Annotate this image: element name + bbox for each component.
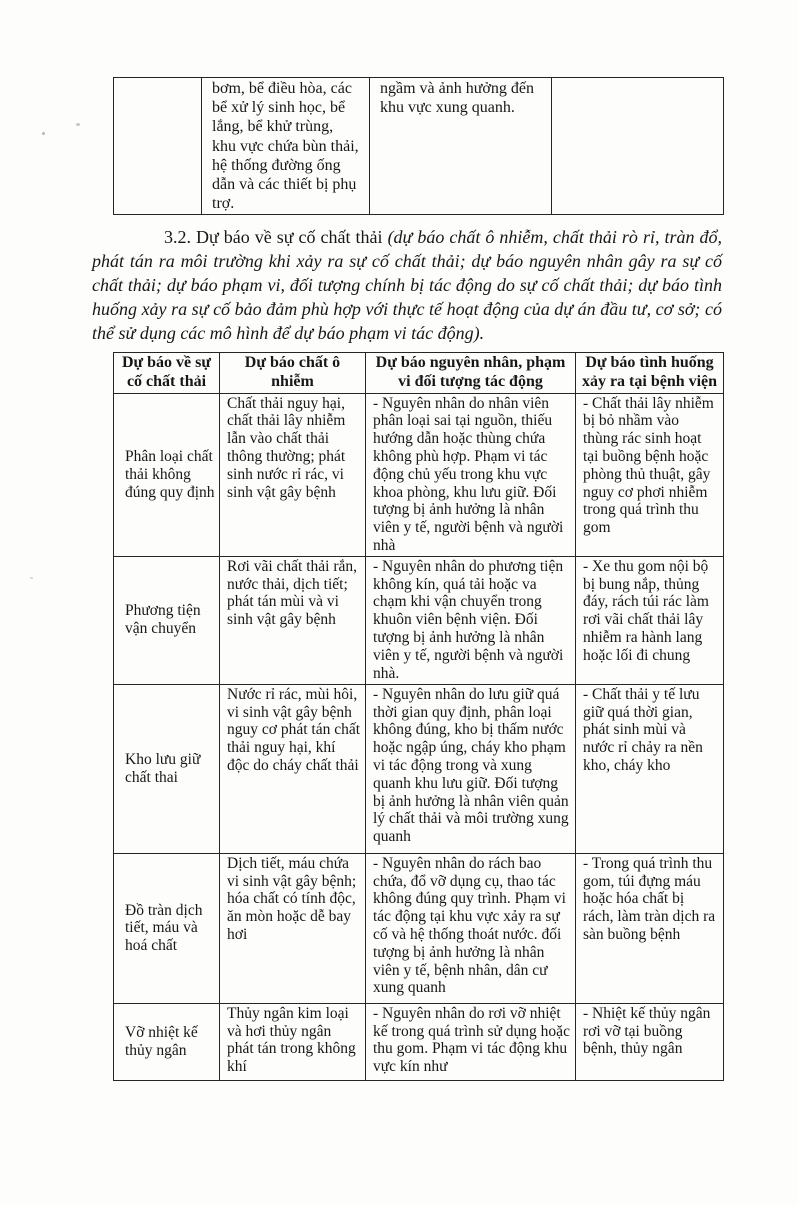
cell-treatment-equipment: bơm, bể điều hòa, các bể xử lý sinh học, bể lắng, bể khử trùng, khu vực chứa bùn thải, hệ thống đường ống dẫn và các thiết bị phụ trợ.: [202, 78, 370, 215]
cell-hospital-situation: - Chất thải lây nhiễm bị bỏ nhầm vào thùng rác sinh hoạt tại buồng bệnh hoặc phòng thủ thuật, gây nguy cơ phơi nhiễm trong quá trình thu gom: [576, 393, 724, 556]
cell-incident-type: Phân loại chất thải không đúng quy định: [114, 393, 220, 556]
header-cause-scope-forecast: Dự báo nguyên nhân, phạm vi đối tượng tác động: [366, 353, 576, 393]
cell-hospital-situation: - Trong quá trình thu gom, túi đựng máu hoặc hóa chất bị rách, làm tràn dịch ra sàn buồng bệnh: [576, 853, 724, 1003]
scanned-document-page: [0, 77, 798, 1205]
table-row-storage: [114, 684, 724, 853]
header-hospital-situation-forecast: Dự báo tình huống xảy ra tại bệnh viện: [576, 353, 724, 393]
cell-cause-scope: - Nguyên nhân do lưu giữ quá thời gian quy định, phân loại không đúng, kho bị thấm nước hoặc ngập úng, cháy kho phạm vi tác động trong và xung quanh khu lưu giữ. Đối tượng bị ảnh hưởng là nhân viên quản lý chất thải và môi trường xung quanh: [366, 684, 576, 853]
table-header-row: [114, 353, 724, 393]
table-row-transport: [114, 556, 724, 684]
header-pollutant-forecast: Dự báo chất ô nhiễm: [220, 353, 366, 393]
cell-incident-type: Vỡ nhiệt kế thủy ngân: [114, 1003, 220, 1080]
scan-speck: [42, 132, 45, 135]
cell-cause-scope: - Nguyên nhân do rơi vỡ nhiệt kế trong quá trình sử dụng hoặc thu gom. Phạm vi tác động khu vực kín như: [366, 1003, 576, 1080]
cell-cause-scope: - Nguyên nhân do nhân viên phân loại sai tại nguồn, thiếu hướng dẫn hoặc thùng chứa không phù hợp. Phạm vi tác động chủ yếu trong khu vực khoa phòng, khu lưu giữ. Đối tượng bị ảnh hưởng là nhân viên y tế, người bệnh và người nhà: [366, 393, 576, 556]
table-row-misclassification: [114, 393, 724, 556]
header-incident-type: Dự báo về sự cố chất thải: [114, 353, 220, 393]
cell-cause-scope: - Nguyên nhân do phương tiện không kín, quá tải hoặc va chạm khi vận chuyển trong khuôn viên bệnh viện. Đối tượng bị ảnh hưởng là nhân viên y tế, người bệnh và người nhà.: [366, 556, 576, 684]
section-heading: 3.2. Dự báo về sự cố chất thải: [164, 227, 383, 248]
section-3-2-paragraph: [92, 225, 722, 345]
cell-pollutant: Chất thải nguy hại, chất thải lây nhiễm lẫn vào chất thải thông thường; phát sinh nước rỉ rác, vi sinh vật gây bệnh: [220, 393, 366, 556]
continuation-table: [113, 77, 724, 215]
cell-impact-area: ngầm và ảnh hưởng đến khu vực xung quanh.: [370, 78, 552, 215]
cell-empty: [552, 78, 724, 215]
cell-empty: [114, 78, 202, 215]
cell-incident-type: Kho lưu giữ chất thai: [114, 684, 220, 853]
waste-incident-forecast-table: [113, 352, 724, 1080]
cell-pollutant: Thủy ngân kim loại và hơi thủy ngân phát tán trong không khí: [220, 1003, 366, 1080]
cell-hospital-situation: - Xe thu gom nội bộ bị bung nắp, thủng đáy, rách túi rác làm rơi vãi chất thải lây nhiễm ra hành lang hoặc lối đi chung: [576, 556, 724, 684]
cell-pollutant: Rơi vãi chất thải rắn, nước thải, dịch tiết; phát tán mùi và vi sinh vật gây bệnh: [220, 556, 366, 684]
cell-pollutant: Dịch tiết, máu chứa vi sinh vật gây bệnh; hóa chất có tính độc, ăn mòn hoặc dễ bay hơi: [220, 853, 366, 1003]
table-row-spill: [114, 853, 724, 1003]
table-row: [114, 78, 724, 215]
table-row-thermometer: [114, 1003, 724, 1080]
section-note-italic: (dự báo chất ô nhiễm, chất thải rò rỉ, tràn đổ, phát tán ra môi trường khi xảy ra sự cố chất thải; dự báo nguyên nhân gây ra sự cố chất thải; dự báo phạm vi, đối tượng chính bị tác động do sự cố chất thải; dự báo tình huống xảy ra sự cố bảo đảm phù hợp với thực tế hoạt động của dự án đầu tư, cơ sở; có thể sử dụng các mô hình để dự báo phạm vi tác động).: [92, 227, 722, 344]
cell-incident-type: Đồ tràn dịch tiết, máu và hoá chất: [114, 853, 220, 1003]
cell-hospital-situation: - Chất thải y tế lưu giữ quá thời gian, phát sinh mùi và nước rỉ chảy ra nền kho, cháy kho: [576, 684, 724, 853]
cell-hospital-situation: - Nhiệt kế thủy ngân rơi vỡ tại buồng bệnh, thủy ngân: [576, 1003, 724, 1080]
cell-pollutant: Nước rỉ rác, mùi hôi, vi sinh vật gây bệnh nguy cơ phát tán chất thải nguy hại, khí độc do cháy chất thải: [220, 684, 366, 853]
cell-incident-type: Phương tiện vận chuyển: [114, 556, 220, 684]
cell-cause-scope: - Nguyên nhân do rách bao chứa, đổ vỡ dụng cụ, thao tác không đúng quy trình. Phạm vi tác động tại khu vực xảy ra sự cố và hệ thống thoát nước. đối tượng bị ảnh hưởng là nhân viên y tế, bệnh nhân, dân cư xung quanh: [366, 853, 576, 1003]
scan-speck: [76, 123, 80, 126]
scan-speck: [30, 577, 33, 579]
